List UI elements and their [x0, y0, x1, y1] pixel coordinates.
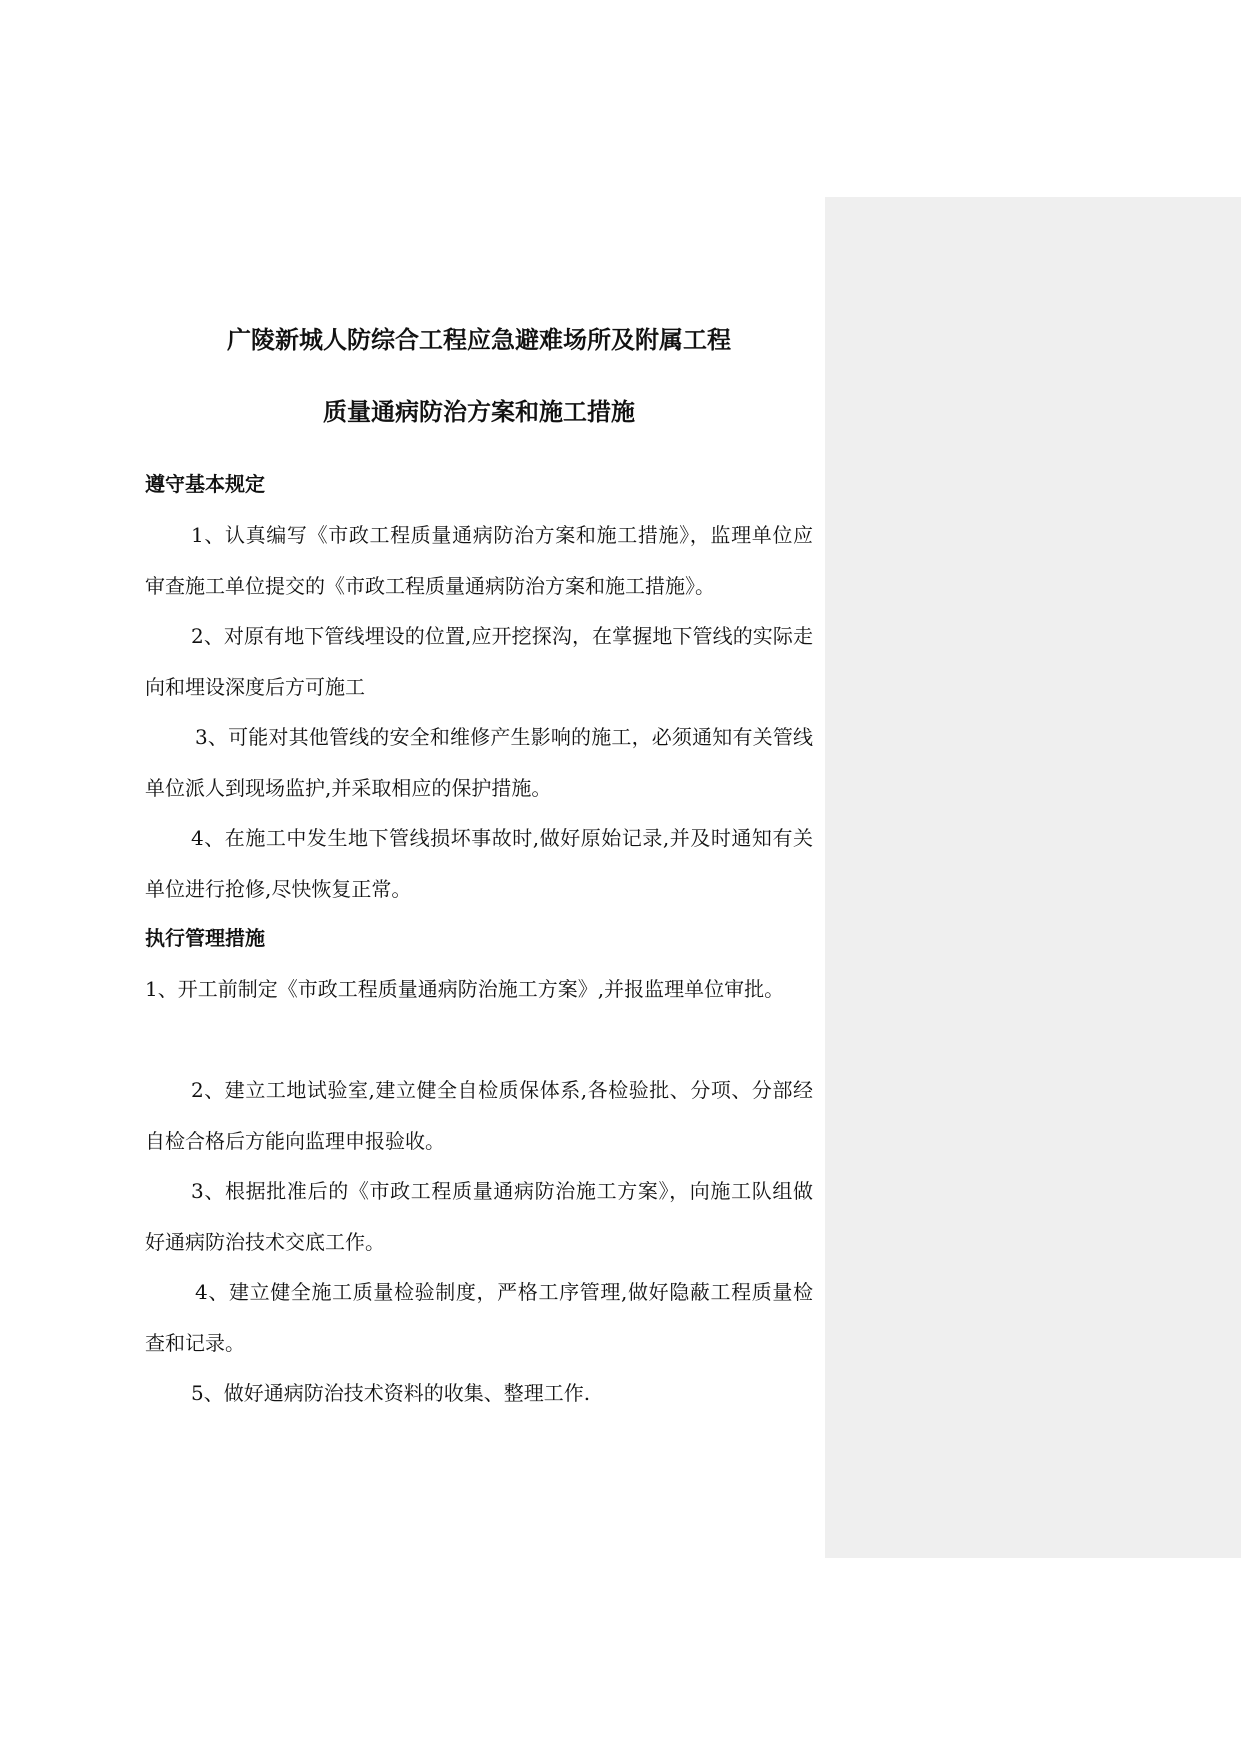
document-subtitle: 质量通病防治方案和施工措施 [323, 398, 635, 426]
paragraph: 1、开工前制定《市政工程质量通病防治施工方案》,并报监理单位审批。 [145, 977, 785, 1001]
paragraph: 5、做好通病防治技术资料的收集、整理工作. [191, 1381, 591, 1405]
paragraph: 3、根据批准后的《市政工程质量通病防治施工方案》，向施工队组做好通病防治技术交底工作。 [145, 1179, 813, 1254]
paragraph: 2、对原有地下管线埋设的位置,应开挖探沟，在掌握地下管线的实际走向和埋设深度后方可施工 [145, 624, 813, 699]
paragraph: 4、建立健全施工质量检验制度，严格工序管理,做好隐蔽工程质量检查和记录。 [145, 1280, 813, 1355]
paragraph: 2、建立工地试验室,建立健全自检质保体系,各检验批、分项、分部经自检合格后方能向监理申报验收。 [145, 1078, 813, 1153]
paragraph: 1、认真编写《市政工程质量通病防治方案和施工措施》，监理单位应审查施工单位提交的《市政工程质量通病防治方案和施工措施》。 [145, 523, 813, 598]
paragraph: 3、可能对其他管线的安全和维修产生影响的施工，必须通知有关管线单位派人到现场监护,并采取相应的保护措施。 [145, 725, 813, 800]
comment-pane [825, 197, 1241, 1558]
paragraph: 4、在施工中发生地下管线损坏事故时,做好原始记录,并及时通知有关单位进行抢修,尽快恢复正常。 [145, 826, 813, 901]
section-heading-basic-rules: 遵守基本规定 [145, 472, 265, 496]
document-title: 广陵新城人防综合工程应急避难场所及附属工程 [227, 326, 731, 354]
section-heading-management-measures: 执行管理措施 [145, 926, 265, 950]
